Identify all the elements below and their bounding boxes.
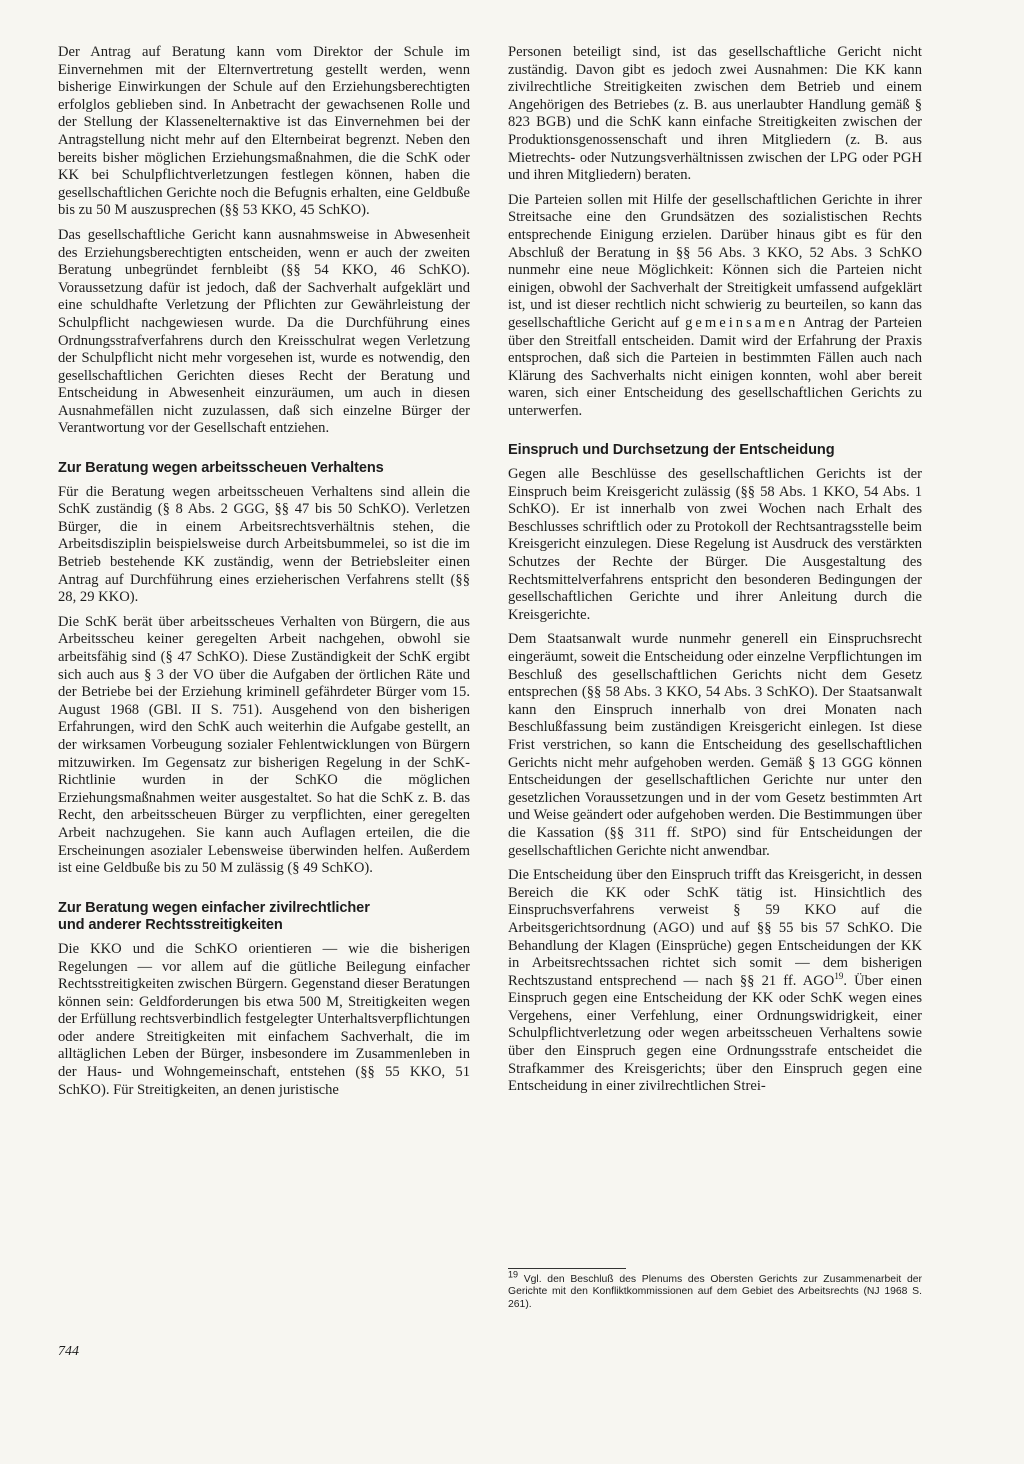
paragraph: Personen beteiligt sind, ist das gesellschaftliche Gericht nicht zuständig. Davon gibt es jedoch zwei Ausnahmen: Die KK kann zivilrechtliche Streitigkeiten zwischen dem Betrieb und einem Angehörigen des Betriebes (z. B. aus unerlaubter Handlung gemäß § 823 BGB) und die SchK kann einfache Streitigkeiten zwischen der Produktionsgenossenschaft und ihren Mitgliedern (z. B. aus Mietrechts- oder Nutzungsverhältnissen zwischen der LPG oder PGH und ihren Mitgliedern) beraten. [508, 44, 922, 184]
footnote-text: Vgl. den Beschluß des Plenums des Obersten Gerichts zur Zusammenarbeit der Gerichte mit den Konfliktkommissionen auf dem Gebiet des Arbeitsrechts (NJ 1968 S. 261). [508, 1274, 922, 1310]
paragraph: Für die Beratung wegen arbeitsscheuen Verhaltens sind allein die SchK zuständig (§ 8 Abs. 2 GGG, §§ 47 bis 50 SchKO). Verletzen Bürger, die in einem Arbeitsrechtsverhältnis stehen, die Arbeitsdisziplin beispielsweise durch Arbeitsbummelei, so ist die im Betrieb bestehende KK zuständig, wenn der Betriebsleiter einen Antrag auf Durchführung eines erzieherischen Verfahrens stellt (§§ 28, 29 KKO). [58, 483, 470, 606]
paragraph: Das gesellschaftliche Gericht kann ausnahmsweise in Abwesenheit des Erziehungsberechtigten entscheiden, wenn er auch der zweiten Beratung unbegründet fernbleibt (§§ 54 KKO, 46 SchKO). Voraussetzung dafür ist jedoch, daß der Sachverhalt aufgeklärt und eine schuldhafte Verletzung der Pflichten zur Gewährleistung der Schulpflicht nachgewiesen wurde. Da die Durchführung eines Ordnungsstrafverfahrens durch den Kreisschulrat wegen Verletzung der Schulpflicht nicht mehr vorgesehen ist, wurde es notwendig, den gesellschaftlichen Gerichten dieses Recht der Beratung und Entscheidung in Abwesenheit einzuräumen, um auch in diesen Ausnahmefällen nicht zuzulassen, daß sich einzelne Bürger der Verantwortung vor der Gesellschaft entziehen. [58, 226, 470, 437]
page-number: 744 [58, 1344, 79, 1359]
right-column [508, 44, 922, 1103]
paragraph [508, 192, 922, 421]
paragraph: Die SchK berät über arbeitsscheues Verhalten von Bürgern, die aus Arbeitsscheu keiner geregelten Arbeit nachgehen, obwohl sie arbeitsfähig sind (§ 47 SchKO). Diese Zuständigkeit der SchK ergibt sich auch aus § 3 der VO über die Aufgaben der örtlichen Räte und der Betriebe bei der Erziehung kriminell gefährdeter Bürger vom 15. August 1968 (GBl. II S. 751). Ausgehend von den bisherigen Erfahrungen, wird den SchK auch weiterhin die Aufgabe gestellt, an der wirksamen Vorbeugung sozialer Fehlentwicklungen von Bürgern mitzuwirken. Im Gegensatz zur bisherigen Regelung in der SchK-Richtlinie wurden in der SchKO die möglichen Erziehungsmaßnahmen weiter ausgestaltet. So hat die SchK z. B. das Recht, den arbeitsscheuen Bürger zu verpflichten, einer geregelten Arbeit nachzugehen. Sie kann auch Auflagen erteilen, die die Erscheinungen asozialer Lebensweise überwinden helfen. Außerdem ist eine Geldbuße bis zu 50 M zulässig (§ 49 SchKO). [58, 613, 470, 877]
text-run: Die Parteien sollen mit Hilfe der gesellschaftlichen Gerichte in ihrer Streitsache eine den Grundsätzen des sozialistischen Rechts entsprechende Einigung erzielen. Darüber hinaus gibt es für den Abschluß der Beratung in §§ 56 Abs. 3 KKO, 52 Abs. 3 SchKO nunmehr eine neue Möglichkeit: Können sich die Parteien nicht einigen, obwohl der Sachverhalt der Streitigkeit umfassend aufgeklärt ist, und ist dieser rechtlich nicht schwierig zu beurteilen, so kann das gesellschaftliche Gericht auf [508, 191, 922, 331]
paragraph: Der Antrag auf Beratung kann vom Direktor der Schule im Einvernehmen mit der Elternvertretung gestellt werden, wenn bisherige Einwirkungen der Schule auf den Erziehungsberechtigten erfolglos geblieben sind. In Anbetracht der gewachsenen Rolle und der Stellung der Klassenelternaktive ist das Einvernehmen bei der Antragstellung nicht mehr auf den Elternbeirat begrenzt. Neben den bereits bisher möglichen Erziehungsmaßnahmen, die die SchK oder KK bei Schulpflichtverletzungen festlegen können, haben die gesellschaftlichen Gerichte noch die Befugnis erhalten, eine Geldbuße bis zu 50 M auszusprechen (§§ 53 KKO, 45 SchKO). [58, 44, 470, 219]
section-heading [58, 900, 470, 935]
text-run: Antrag der Parteien über den Streitfall entscheiden. Damit wird der Erfahrung der Praxis entsprochen, daß sich die Parteien in bestimmten Fällen auch nach Klärung des Sachverhalts nicht einigen konnten, wohl aber bereit waren, sich einer Entscheidung des gesellschaftlichen Gerichts zu unterwerfen. [508, 314, 922, 419]
left-column [58, 44, 470, 1106]
heading-line: Zur Beratung wegen einfacher zivilrechtlicher [58, 899, 370, 916]
footnote [508, 1269, 922, 1311]
footnote-reference: 19 [834, 970, 844, 981]
emphasized-word: gemeinsamen [685, 314, 799, 331]
text-run: Die Entscheidung über den Einspruch trifft das Kreisgericht, in dessen Bereich die KK oder SchK tätig ist. Hinsichtlich des Einspruchsverfahrens verweist § 59 KKO auf die Arbeitsgerichtsordnung (AGO) und auf §§ 55 bis 57 SchKO. Die Behandlung der Klagen (Einsprüche) gegen Entscheidungen der KK in Arbeitsrechtssachen richtet sich somit — dem bisherigen Rechtszustand entsprechend — nach §§ 21 ff. AGO [508, 867, 922, 989]
section-heading: Einspruch und Durchsetzung der Entscheidung [508, 442, 835, 459]
paragraph: Gegen alle Beschlüsse des gesellschaftlichen Gerichts ist der Einspruch beim Kreisgericht zulässig (§§ 58 Abs. 1 KKO, 54 Abs. 1 SchKO). Er ist innerhalb von zwei Wochen nach Erhalt des Beschlusses schriftlich oder zu Protokoll der Rechtsantragsstelle beim Kreisgericht einzulegen. Diese Regelung ist Ausdruck des verstärkten Schutzes der Rechte der Bürger. Die Ausgestaltung des Rechtsmittelverfahrens entspricht den besonderen Bedingungen der gesellschaftlichen Gerichte und ihrer Anleitung durch die Kreisgerichte. [508, 466, 922, 623]
section-heading: Zur Beratung wegen arbeitsscheuen Verhaltens [58, 460, 384, 477]
text-run: . Über einen Einspruch gegen eine Entscheidung der KK oder SchK wegen eines Vergehens, einer Verfehlung, einer Ordnungswidrigkeit, einer Schulpflichtverletzung oder wegen arbeitsscheuen Verhaltens sowie über den Einspruch gegen eine Ordnungsstrafe entscheidet die Strafkammer des Kreisgerichts; über den Einspruch gegen eine Entscheidung in einer zivilrechtlichen Strei- [508, 972, 922, 1095]
paragraph: Die KKO und die SchKO orientieren — wie die bisherigen Regelungen — vor allem auf die gütliche Beilegung einfacher Rechtsstreitigkeiten zwischen Bürgern. Gegenstand dieser Beratungen können sein: Geldforderungen bis etwa 500 M, Streitigkeiten wegen der Erfüllung rechtsverbindlich festgelegter Unterhaltsverpflichtungen oder andere Streitigkeiten mit einfachem Sachverhalt, die im alltäglichen Leben der Bürger, insbesondere im Zusammenleben in der Haus- und Wohngemeinschaft, entstehen (§§ 55 KKO, 51 SchKO). Für Streitigkeiten, an denen juristische [58, 940, 470, 1098]
paragraph [508, 867, 922, 1096]
footnote-divider [508, 1268, 626, 1269]
paragraph: Dem Staatsanwalt wurde nunmehr generell ein Einspruchsrecht eingeräumt, soweit die Entscheidung oder einzelne Verpflichtungen im Beschluß des gesellschaftlichen Gerichts nicht dem Gesetz entsprechen (§§ 58 Abs. 3 KKO, 54 Abs. 3 SchKO). Der Staatsanwalt kann den Einspruch innerhalb von drei Monaten nach Beschlußfassung beim zuständigen Kreisgericht einlegen. Ist diese Frist verstrichen, so kann die Entscheidung des gesellschaftlichen Gerichts nicht mehr aufgehoben werden. Gemäß § 13 GGG können Entscheidungen der gesellschaftlichen Gerichte nur unter den gesetzlichen Voraussetzungen und in der vom Gesetz bestimmten Art und Weise geändert oder aufgehoben werden. Die Bestimmungen über die Kassation (§§ 311 ff. StPO) sind für Entscheidungen der gesellschaftlichen Gerichte nicht anwendbar. [508, 631, 922, 859]
heading-line: und anderer Rechtsstreitigkeiten [58, 917, 283, 934]
footnote-mark: 19 [508, 1269, 519, 1280]
